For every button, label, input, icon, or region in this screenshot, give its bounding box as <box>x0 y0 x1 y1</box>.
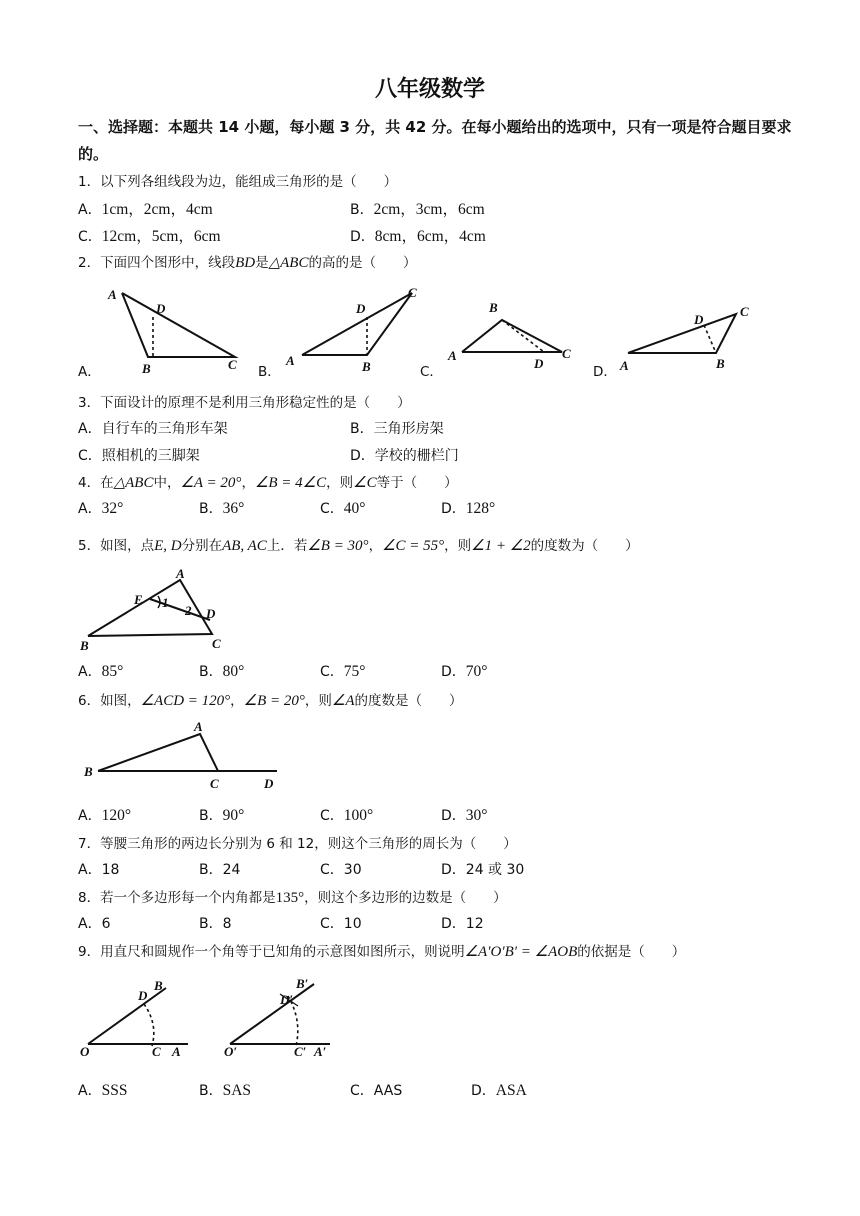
q6-option-a[interactable]: A．120° <box>78 807 132 824</box>
question-7-stem: 7．等腰三角形的两边长分别为 6 和 12，则这个三角形的周长为（ ） <box>78 836 517 852</box>
label-d: D <box>694 312 704 327</box>
question-3-stem: 3．下面设计的原理不是利用三角形稳定性的是（ ） <box>78 395 411 411</box>
page-title: 八年级数学 <box>374 77 485 102</box>
q3-option-b[interactable]: B．三角形房架 <box>350 421 444 437</box>
label-d: D <box>206 606 216 621</box>
question-5-stem: 5．如图，点E, D分别在AB, AC上．若∠B = 30°，∠C = 55°，则∠1 + ∠2的度数为（ ） <box>78 538 639 554</box>
q2-figure-c <box>440 292 580 372</box>
q7-option-c[interactable]: C．30 <box>320 862 362 878</box>
label-b: B <box>142 361 151 376</box>
q6-option-c[interactable]: C．100° <box>320 807 374 824</box>
q6-figure <box>82 716 282 791</box>
label-a: A <box>620 358 629 373</box>
q6-option-d[interactable]: D．30° <box>441 807 488 824</box>
label-e: E <box>134 592 143 607</box>
label-c: C <box>228 357 237 372</box>
label-o-prime: O′ <box>224 1044 238 1059</box>
label-o: O <box>80 1044 90 1059</box>
label-b-prime: B′ <box>296 976 309 991</box>
q8-option-d[interactable]: D．12 <box>441 916 484 932</box>
q5-option-b[interactable]: B．80° <box>199 663 245 680</box>
q4-option-c[interactable]: C．40° <box>320 500 366 517</box>
q2-option-c[interactable]: C． <box>420 364 443 380</box>
label-a-prime: A′ <box>314 1044 327 1059</box>
label-b: B <box>716 356 725 371</box>
q1-option-d[interactable]: D．8cm，6cm，4cm <box>350 228 486 245</box>
q1-option-c[interactable]: C．12cm，5cm，6cm <box>78 228 221 245</box>
question-9-stem: 9．用直尺和圆规作一个角等于已知角的示意图如图所示，则说明∠A′O′B′ = ∠AOB的依据是（ ） <box>78 944 686 960</box>
q5-option-a[interactable]: A．85° <box>78 663 124 680</box>
q5-option-c[interactable]: C．75° <box>320 663 366 680</box>
question-1-stem: 1．以下列各组线段为边，能组成三角形的是（ ） <box>78 174 398 190</box>
label-d: D <box>264 776 274 791</box>
q2-figure-d <box>616 298 756 378</box>
label-a: A <box>448 348 457 363</box>
q9-figure-copy <box>222 976 342 1061</box>
label-d-prime: D′ <box>280 992 294 1007</box>
q8-option-c[interactable]: C．10 <box>320 916 362 932</box>
q1-option-a[interactable]: A．1cm，2cm，4cm <box>78 201 213 218</box>
q3-option-a[interactable]: A．自行车的三角形车架 <box>78 421 228 437</box>
label-d: D <box>356 301 366 316</box>
label-c: C <box>152 1044 161 1059</box>
label-a: A <box>194 719 203 734</box>
label-b: B <box>154 978 163 993</box>
q9-option-b[interactable]: B．SAS <box>199 1082 252 1099</box>
label-b: B <box>362 359 371 374</box>
q9-option-d[interactable]: D．ASA <box>471 1082 527 1099</box>
label-2: 2 <box>185 603 192 618</box>
question-2-stem: 2．下面四个图形中，线段BD是△ABC的高的是（ ） <box>78 255 417 271</box>
q8-option-b[interactable]: B．8 <box>199 916 232 932</box>
label-c: C <box>210 776 219 791</box>
label-a: A <box>286 353 295 368</box>
q1-option-b[interactable]: B．2cm，3cm，6cm <box>350 201 485 218</box>
label-b: B <box>489 300 498 315</box>
label-b: B <box>80 638 89 653</box>
q9-option-a[interactable]: A．SSS <box>78 1082 128 1099</box>
q7-option-b[interactable]: B．24 <box>199 862 241 878</box>
q6-option-b[interactable]: B．90° <box>199 807 245 824</box>
q4-option-d[interactable]: D．128° <box>441 500 496 517</box>
q2-figure-b <box>282 285 432 375</box>
label-c: C <box>740 304 749 319</box>
q5-figure <box>78 566 238 655</box>
section-heading: 一、选择题：本题共 14 小题，每小题 3 分，共 42 分。在每小题给出的选项中，只有一项是符合题目要求的。 <box>78 118 792 163</box>
q9-figure-original <box>80 976 200 1061</box>
label-c: C <box>212 636 221 651</box>
q2-option-a[interactable]: A． <box>78 364 101 380</box>
question-4-stem: 4．在△ABC中，∠A = 20°，∠B = 4∠C，则∠C等于（ ） <box>78 475 458 491</box>
question-8-stem: 8．若一个多边形每一个内角都是135°，则这个多边形的边数是（ ） <box>78 890 507 906</box>
q2-option-d[interactable]: D． <box>593 364 617 380</box>
q2-figure-a <box>100 285 250 375</box>
q3-option-c[interactable]: C．照相机的三脚架 <box>78 448 200 464</box>
q3-option-d[interactable]: D．学校的栅栏门 <box>350 448 459 464</box>
label-c-prime: C′ <box>294 1044 307 1059</box>
label-a: A <box>172 1044 181 1059</box>
q8-option-a[interactable]: A．6 <box>78 916 111 932</box>
q9-option-c[interactable]: C．AAS <box>350 1083 403 1099</box>
label-c: C <box>562 346 571 361</box>
label-d: D <box>534 356 544 371</box>
label-a: A <box>176 566 185 581</box>
label-1: 1 <box>162 595 169 610</box>
label-d: D <box>138 988 148 1003</box>
label-a: A <box>108 287 117 302</box>
q7-option-a[interactable]: A．18 <box>78 862 120 878</box>
q7-option-d[interactable]: D．24 或 30 <box>441 862 525 878</box>
q5-option-d[interactable]: D．70° <box>441 663 488 680</box>
label-d: D <box>156 301 166 316</box>
question-6-stem: 6．如图，∠ACD = 120°，∠B = 20°，则∠A的度数是（ ） <box>78 693 463 709</box>
label-b: B <box>84 764 93 779</box>
label-c: C <box>408 285 417 300</box>
q4-option-a[interactable]: A．32° <box>78 500 124 517</box>
q4-option-b[interactable]: B．36° <box>199 500 245 517</box>
q2-option-b[interactable]: B． <box>258 364 281 380</box>
